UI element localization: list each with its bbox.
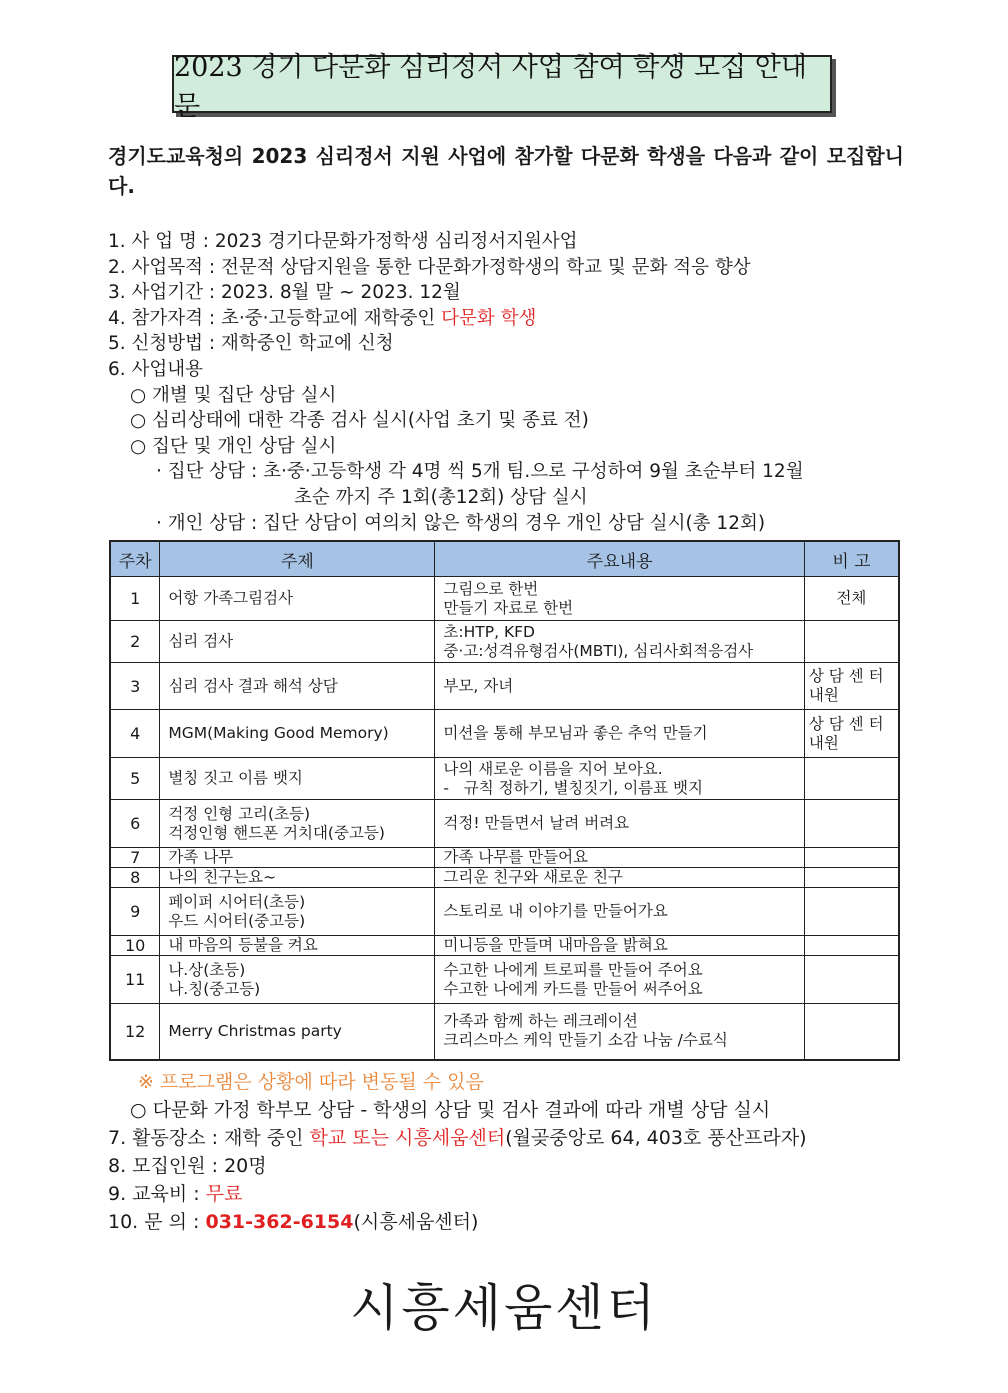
item-3: 3. 사업기간 : 2023. 8월 말 ~ 2023. 12월 bbox=[108, 282, 461, 304]
row-num: 3 bbox=[110, 663, 160, 710]
change-notice: ※ 프로그램은 상황에 따라 변동될 수 있음 bbox=[138, 1071, 484, 1093]
row-num: 8 bbox=[110, 868, 160, 888]
row-num: 4 bbox=[110, 710, 160, 758]
row-content: 나의 새로운 이름을 지어 보아요. - 규칙 정하기, 별칭짓기, 이름표 뱃지 bbox=[435, 758, 804, 800]
row-note: 전체 bbox=[804, 577, 899, 621]
item-7-highlight: 학교 또는 시흥세움센터 bbox=[309, 1127, 506, 1149]
table-row bbox=[110, 888, 899, 936]
row-note bbox=[804, 848, 899, 868]
item-7-text: 7. 활동장소 : 재학 중인 bbox=[108, 1127, 310, 1149]
row-num: 1 bbox=[110, 577, 160, 621]
item-1: 1. 사 업 명 : 2023 경기다문화가정학생 심리정서지원사업 bbox=[108, 231, 578, 252]
row-note bbox=[804, 621, 899, 663]
row-topic: 심리 검사 결과 해석 상담 bbox=[160, 663, 435, 710]
row-topic: 나의 친구는요~ bbox=[160, 868, 435, 888]
group-counseling: · 집단 상담 : 초·중·고등학생 각 4명 씩 5개 팀.으로 구성하여 9월 초순부터 12월 bbox=[156, 461, 804, 483]
item-9-highlight: 무료 bbox=[205, 1183, 243, 1205]
row-topic: 심리 검사 bbox=[160, 621, 435, 663]
center-name-footer: 시흥세움센터 bbox=[350, 1279, 658, 1337]
row-content: 수고한 나에게 트로피를 만들어 주어요 수고한 나에게 카드를 만들어 써주어요 bbox=[435, 956, 804, 1004]
table-header-row bbox=[110, 541, 899, 577]
row-num: 5 bbox=[110, 758, 160, 800]
page-title: 2023 경기 다문화 심리정서 사업 참여 학생 모집 안내문 bbox=[172, 55, 832, 113]
header-content: 주요내용 bbox=[435, 541, 804, 577]
row-topic: Merry Christmas party bbox=[160, 1004, 435, 1060]
item-5: 5. 신청방법 : 재학중인 학교에 신청 bbox=[108, 333, 394, 355]
content-item-3: ○ 집단 및 개인 상담 실시 bbox=[130, 435, 337, 457]
row-num: 7 bbox=[110, 848, 160, 868]
table-row bbox=[110, 663, 899, 710]
row-num: 9 bbox=[110, 888, 160, 936]
row-topic: 내 마음의 등불을 켜요 bbox=[160, 936, 435, 956]
item-7-address: (월곶중앙로 64, 403호 풍산프라자) bbox=[505, 1127, 807, 1149]
header-note: 비 고 bbox=[804, 541, 899, 577]
item-10 bbox=[108, 1208, 928, 1236]
schedule-table bbox=[109, 540, 900, 1061]
header-week: 주차 bbox=[110, 541, 160, 577]
row-num: 10 bbox=[110, 936, 160, 956]
row-content: 부모, 자녀 bbox=[435, 663, 804, 710]
content-item-1: ○ 개별 및 집단 상담 실시 bbox=[130, 384, 337, 406]
row-note bbox=[804, 800, 899, 848]
table-row bbox=[110, 848, 899, 868]
item-4 bbox=[108, 306, 908, 332]
item-4-highlight: 다문화 학생 bbox=[441, 307, 537, 329]
contact-phone: 031-362-6154 bbox=[205, 1211, 354, 1233]
info-list bbox=[108, 229, 908, 536]
row-content: 걱정! 만들면서 날려 버려요 bbox=[435, 800, 804, 848]
item-8: 8. 모집인원 : 20명 bbox=[108, 1155, 267, 1177]
row-content: 초:HTP, KFD 중·고:성격유형검사(MBTI), 심리사회적응검사 bbox=[435, 621, 804, 663]
item-9 bbox=[108, 1180, 928, 1208]
item-10-center: (시흥세움센터) bbox=[353, 1211, 479, 1233]
row-topic: 걱정 인형 고리(초등) 걱정인형 핸드폰 거치대(중고등) bbox=[160, 800, 435, 848]
row-topic: 나.상(초등) 나.칭(중고등) bbox=[160, 956, 435, 1004]
row-topic: 페이퍼 시어터(초등) 우드 시어터(중고등) bbox=[160, 888, 435, 936]
row-num: 2 bbox=[110, 621, 160, 663]
item-6: 6. 사업내용 bbox=[108, 358, 204, 380]
table-row bbox=[110, 621, 899, 663]
row-num: 6 bbox=[110, 800, 160, 848]
individual-counseling: · 개인 상담 : 집단 상담이 여의치 않은 학생의 경우 개인 상담 실시(총 12회) bbox=[156, 512, 766, 534]
row-topic: MGM(Making Good Memory) bbox=[160, 710, 435, 758]
header-topic: 주제 bbox=[160, 541, 435, 577]
content-item-2: ○ 심리상태에 대한 각종 검사 실시(사업 초기 및 종료 전) bbox=[130, 410, 589, 432]
table-row bbox=[110, 800, 899, 848]
intro-text: 경기도교육청의 2023 심리정서 지원 사업에 참가할 다문화 학생을 다음과 같이 모집합니다. bbox=[108, 144, 904, 198]
item-4-text: 4. 참가자격 : 초·중·고등학교에 재학중인 bbox=[108, 307, 442, 329]
row-content: 미션을 통해 부모님과 좋은 추억 만들기 bbox=[435, 710, 804, 758]
table-row bbox=[110, 577, 899, 621]
table-row bbox=[110, 936, 899, 956]
item-7 bbox=[108, 1124, 928, 1152]
table-row bbox=[110, 1004, 899, 1060]
row-note bbox=[804, 868, 899, 888]
table-row bbox=[110, 868, 899, 888]
item-2: 2. 사업목적 : 전문적 상담지원을 통한 다문화가정학생의 학교 및 문화 적응 향상 bbox=[108, 256, 751, 278]
row-content: 스토리로 내 이야기를 만들어가요 bbox=[435, 888, 804, 936]
row-note bbox=[804, 936, 899, 956]
row-num: 11 bbox=[110, 956, 160, 1004]
table-row bbox=[110, 758, 899, 800]
row-content: 가족과 함께 하는 레크레이션 크리스마스 케익 만들기 소감 나눔 /수료식 bbox=[435, 1004, 804, 1060]
row-note bbox=[804, 1004, 899, 1060]
row-content: 그리운 친구와 새로운 친구 bbox=[435, 868, 804, 888]
table-row bbox=[110, 710, 899, 758]
table-row bbox=[110, 956, 899, 1004]
parent-counseling: ○ 다문화 가정 학부모 상담 - 학생의 상담 및 검사 결과에 따라 개별 상담 실시 bbox=[130, 1099, 771, 1121]
row-content: 가족 나무를 만들어요 bbox=[435, 848, 804, 868]
row-content: 그림으로 한번 만들기 자료로 한번 bbox=[435, 577, 804, 621]
row-content: 미니등을 만들며 내마음을 밝혀요 bbox=[435, 936, 804, 956]
row-topic: 어항 가족그림검사 bbox=[160, 577, 435, 621]
group-counseling-cont: 초순 까지 주 1회(총12회) 상담 실시 bbox=[294, 486, 588, 508]
row-num: 12 bbox=[110, 1004, 160, 1060]
row-note bbox=[804, 956, 899, 1004]
row-topic: 별칭 짓고 이름 뱃지 bbox=[160, 758, 435, 800]
row-topic: 가족 나무 bbox=[160, 848, 435, 868]
row-note bbox=[804, 758, 899, 800]
after-table-section bbox=[108, 1068, 928, 1236]
row-note: 상 담 센 터 내원 bbox=[804, 663, 899, 710]
item-9-text: 9. 교육비 : bbox=[108, 1183, 206, 1205]
row-note: 상 담 센 터 내원 bbox=[804, 710, 899, 758]
item-10-text: 10. 문 의 : bbox=[108, 1211, 206, 1233]
row-note bbox=[804, 888, 899, 936]
